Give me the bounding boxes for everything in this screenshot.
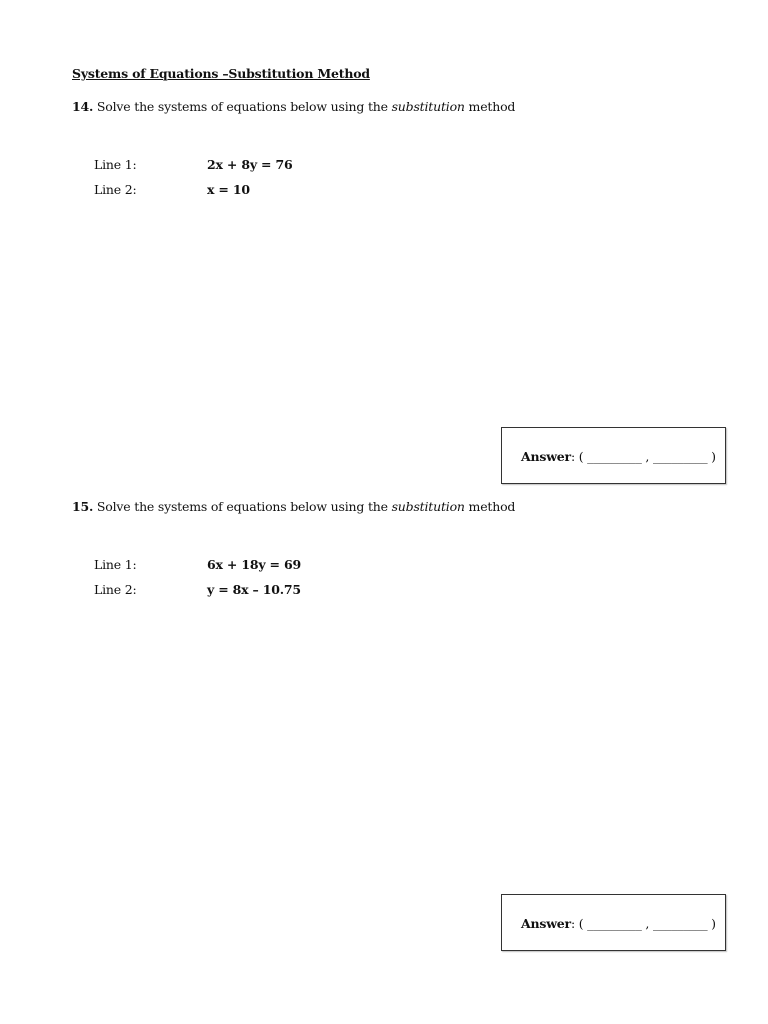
question-number: 15. xyxy=(72,499,94,514)
line2-label: Line 2: xyxy=(94,582,137,597)
answer-label: Answer xyxy=(521,449,571,464)
page-title: Systems of Equations –Substitution Method xyxy=(72,66,370,81)
answer-blanks[interactable]: : ( _________ , _________ ) xyxy=(570,916,716,931)
prompt-text-end: method xyxy=(464,99,516,114)
answer-label: Answer xyxy=(521,916,571,931)
line1-label: Line 1: xyxy=(94,557,137,572)
line1-equation: 2x + 8y = 76 xyxy=(207,157,293,172)
answer-line[interactable] xyxy=(521,916,716,931)
line2-equation: y = 8x – 10.75 xyxy=(207,582,301,597)
answer-box-15[interactable] xyxy=(501,894,726,951)
question-number: 14. xyxy=(72,99,94,114)
question-15-prompt xyxy=(72,499,515,514)
line2-label: Line 2: xyxy=(94,182,137,197)
question-14-prompt xyxy=(72,99,515,114)
answer-box-14[interactable] xyxy=(501,427,726,484)
prompt-text: Solve the systems of equations below using the xyxy=(93,99,392,114)
prompt-text-end: method xyxy=(464,499,516,514)
answer-line[interactable] xyxy=(521,449,716,464)
line2-equation: x = 10 xyxy=(207,182,250,197)
line1-equation: 6x + 18y = 69 xyxy=(207,557,301,572)
prompt-emphasis: substitution xyxy=(391,99,465,114)
prompt-text: Solve the systems of equations below using the xyxy=(93,499,392,514)
line1-label: Line 1: xyxy=(94,157,137,172)
prompt-emphasis: substitution xyxy=(391,499,465,514)
answer-blanks[interactable]: : ( _________ , _________ ) xyxy=(570,449,716,464)
